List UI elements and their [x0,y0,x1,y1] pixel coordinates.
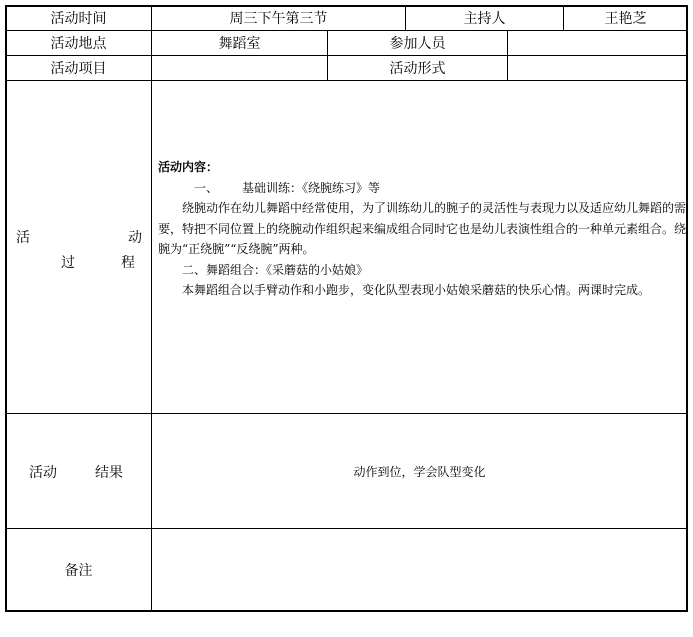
result-label-right: 结果 [95,465,123,481]
item1-title: 基础训练：《绕腕练习》等 [242,180,381,195]
process-label-char: 活 [16,230,30,246]
result-value: 动作到位，学会队型变化 [353,464,486,479]
row-divider [5,80,688,81]
remarks-label: 备注 [64,563,93,579]
activity-content [158,157,686,301]
form-label: 活动形式 [389,61,446,77]
time-label: 活动时间 [50,11,107,27]
process-label-char: 程 [121,255,135,271]
item1-body: 绕腕动作在幼儿舞蹈中经常使用，为了训练幼儿的腕子的灵活性与表现力以及适应幼儿舞蹈的需要，特把不同位置上的绕腕动作组织起来编成组合同时它也是幼儿表演性组合的一种单元素组合。绕腕为“正绕腕”“反绕腕”两种。 [158,201,687,256]
participants-label: 参加人员 [389,36,446,52]
remarks-value [152,529,687,611]
project-value [152,56,327,80]
process-label-char: 过 [61,255,75,271]
item2-title: 二、舞蹈组合：《采蘑菇的小姑娘》 [182,262,369,277]
place-value: 舞蹈室 [218,36,261,52]
item1-number: 一、 [194,180,219,195]
host-label: 主持人 [463,11,506,27]
item1-heading [158,178,686,199]
host-value: 王艳芝 [604,11,647,27]
item2-body: 本舞蹈组合以手臂动作和小跑步，变化队型表现小姑娘采蘑菇的快乐心情。两课时完成。 [182,283,651,297]
place-label: 活动地点 [50,36,107,52]
project-label: 活动项目 [50,61,107,77]
process-label-char: 动 [128,230,142,246]
participants-value [508,31,687,55]
form-value [508,56,687,80]
time-value: 周三下午第三节 [229,11,328,27]
content-heading: 活动内容： [158,160,219,174]
result-label-left: 活动 [29,465,57,481]
